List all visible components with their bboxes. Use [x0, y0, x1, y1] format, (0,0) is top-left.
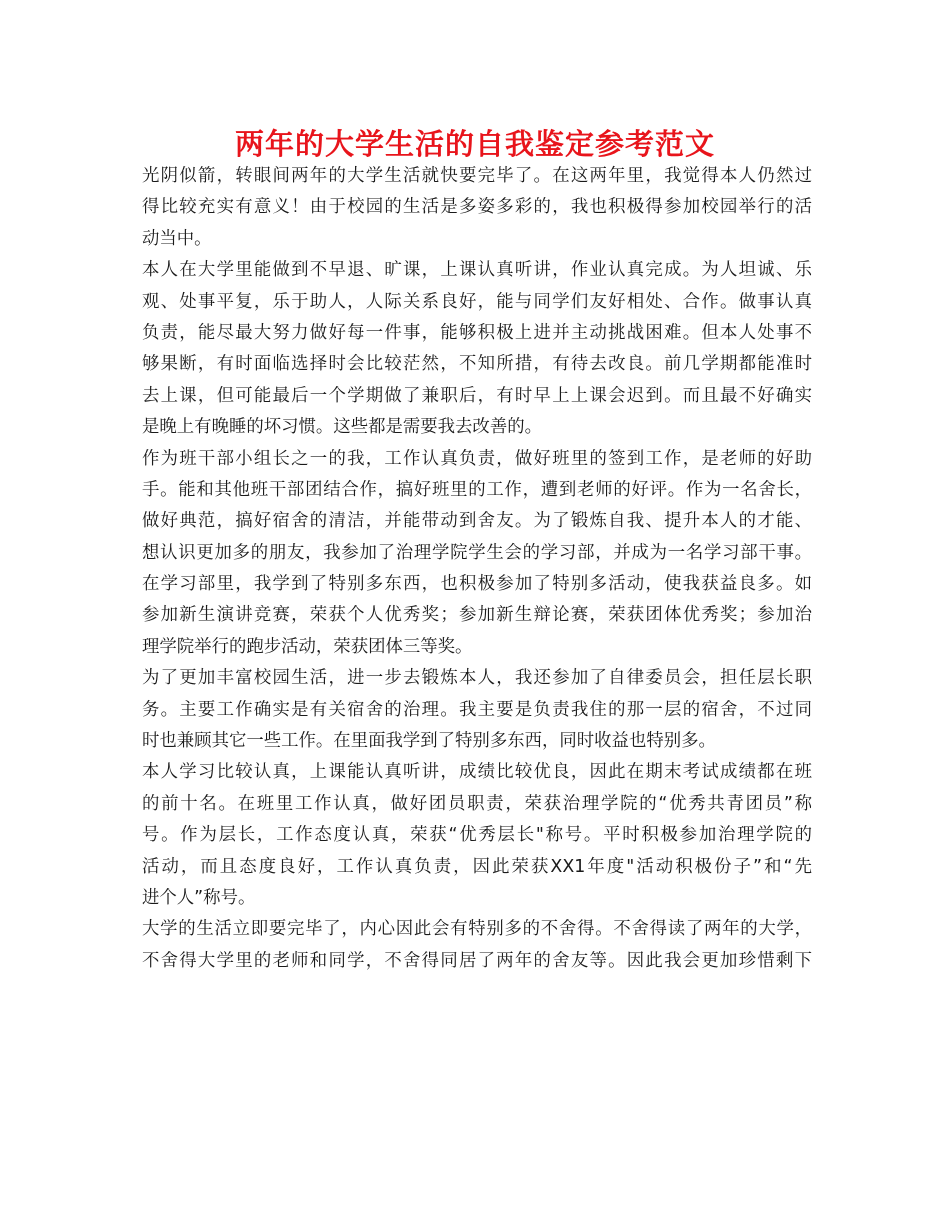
- text-line: 观、处事平复，乐于助人，人际关系良好，能与同学们友好相处、合作。做事认真: [142, 291, 812, 312]
- text-line: 手。能和其他班干部团结合作，搞好班里的工作，遭到老师的好评。作为一名舍长，: [142, 479, 812, 500]
- text-line: 是晚上有晚睡的坏习惯。这些都是需要我去改善的。: [142, 417, 542, 438]
- text-line: 时也兼顾其它一些工作。在里面我学到了特别多东西，同时收益也特别多。: [142, 731, 716, 752]
- text-line: 的前十名。在班里工作认真，做好团员职责，荣获治理学院的“优秀共青团员”称: [142, 793, 812, 814]
- text-line: 号。作为层长，工作态度认真，荣获“优秀层长"称号。平时积极参加治理学院的: [142, 825, 812, 846]
- text-line: 为了更加丰富校园生活，进一步去锻炼本人，我还参加了自律委员会，担任层长职: [142, 668, 812, 689]
- text-line: 理学院举行的跑步活动，荣获团体三等奖。: [142, 636, 473, 657]
- text-line: 不舍得大学里的老师和同学，不舍得同居了两年的舍友等。因此我会更加珍惜剩下: [142, 950, 812, 971]
- text-line: 够果断，有时面临选择时会比较茫然，不知所措，有待去改良。前几学期都能准时: [142, 354, 812, 375]
- text-line: 本人学习比较认真，上课能认真听讲，成绩比较优良，因此在期末考试成绩都在班: [142, 762, 812, 783]
- text-line: 在学习部里，我学到了特别多东西，也积极参加了特别多活动，使我获益良多。如: [142, 574, 812, 595]
- text-line: 进个人”称号。: [142, 887, 256, 908]
- text-line: 本人在大学里能做到不早退、旷课，上课认真听讲，作业认真完成。为人坦诚、乐: [142, 260, 812, 281]
- text-line: 参加新生演讲竞赛，荣获个人优秀奖；参加新生辩论赛，荣获团体优秀奖；参加治: [142, 605, 812, 626]
- document-body: [142, 161, 812, 977]
- text-line: 动当中。: [142, 228, 212, 249]
- text-line: 作为班干部小组长之一的我，工作认真负责，做好班里的签到工作，是老师的好助: [142, 448, 812, 469]
- document-title: 两年的大学生活的自我鉴定参考范文: [234, 127, 715, 161]
- text-line: 大学的生活立即要完毕了，内心因此会有特别多的不舍得。不舍得读了两年的大学，: [142, 919, 812, 940]
- text-line: 得比较充实有意义！由于校园的生活是多姿多彩的，我也积极得参加校园举行的活: [142, 197, 812, 218]
- text-line: 负责，能尽最大努力做好每一件事，能够积极上进并主动挑战困难。但本人处事不: [142, 322, 812, 343]
- text-line: 务。主要工作确实是有关宿舍的治理。我主要是负责我住的那一层的宿舍，不过同: [142, 699, 812, 720]
- text-line: 去上课，但可能最后一个学期做了兼职后，有时早上上课会迟到。而且最不好确实: [142, 385, 812, 406]
- text-line: 想认识更加多的朋友，我参加了治理学院学生会的学习部，并成为一名学习部干事。: [142, 542, 812, 563]
- text-line: 做好典范，搞好宿舍的清洁，并能带动到舍友。为了锻炼自我、提升本人的才能、: [142, 511, 812, 532]
- text-line: 活动，而且态度良好，工作认真负责，因此荣获XX1年度"活动积极份子”和“先: [142, 856, 812, 877]
- text-line: 光阴似箭，转眼间两年的大学生活就快要完毕了。在这两年里，我觉得本人仍然过: [142, 166, 812, 186]
